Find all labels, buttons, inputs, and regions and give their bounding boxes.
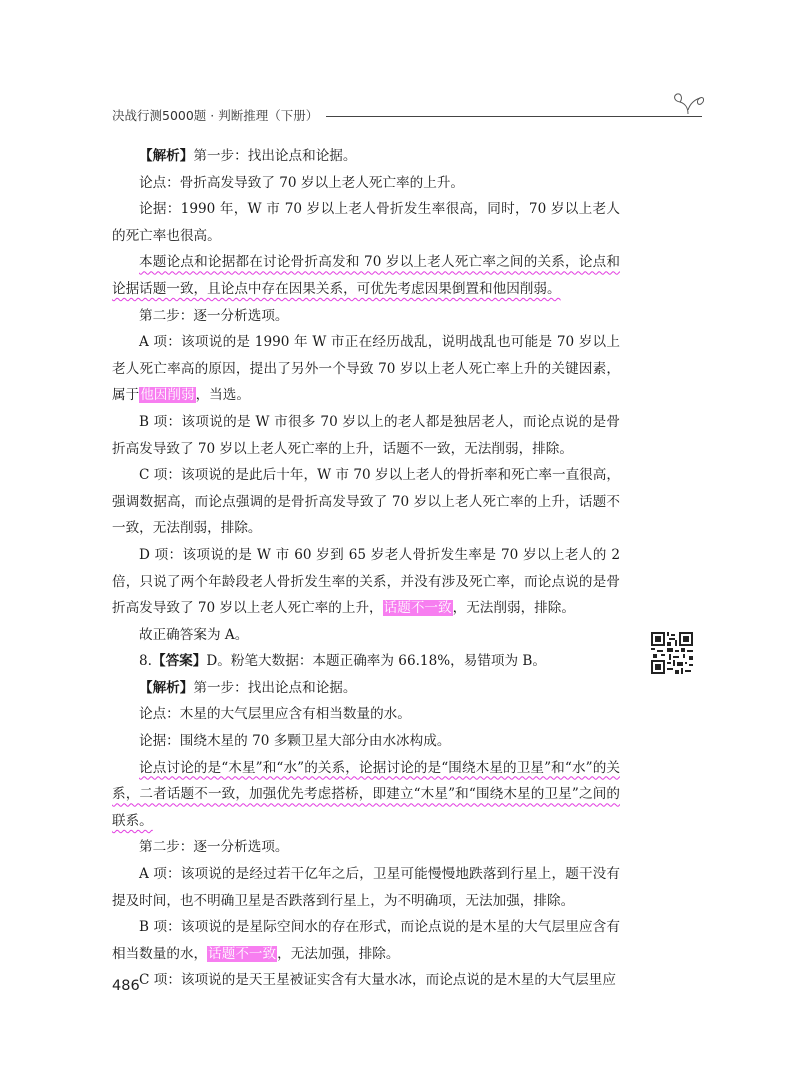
page-number: 486 bbox=[112, 978, 140, 994]
option-c-paragraph-1: C 项：该项说的是此后十年，W 市 70 岁以上老人的骨折率和死亡率一直很高，强调数据高，而论点强调的是骨折高发导致了 70 岁以上老人死亡率的上升，话题不一致，无法削弱，排除。 bbox=[112, 467, 620, 537]
highlight-mark: 话题不一致 bbox=[383, 600, 452, 617]
option-c-paragraph-8: C 项：该项说的是天王星被证实含有大量水冰，而论点说的是木星的大气层里应 bbox=[139, 972, 616, 989]
conclusion-paragraph-1: 故正确答案为 A。 bbox=[139, 626, 249, 643]
option-a-paragraph-1: A 项：该项说的是 1990 年 W 市正在经历战乱，说明战乱也可能是 70 岁以上老人死亡率高的原因，提出了另外一个导致 70 岁以上老人死亡率上升的关键因素，属于他因削弱，当选。 bbox=[112, 334, 620, 404]
claim-paragraph-8: 论点：木星的大气层里应含有相当数量的水。 bbox=[139, 706, 411, 723]
highlight-mark: 话题不一致 bbox=[208, 945, 277, 962]
evidence-paragraph-8: 论据：围绕木星的 70 多颗卫星大部分由水冰构成。 bbox=[139, 733, 451, 750]
running-header bbox=[112, 103, 702, 127]
answer-label: 【答案】 bbox=[151, 653, 207, 670]
header-title: 决战行测5000题 · 判断推理（下册） bbox=[112, 108, 319, 123]
sprout-leaf-icon bbox=[670, 92, 706, 116]
header-rule bbox=[326, 116, 702, 117]
summary-paragraph-8: 论点讨论的是“木星”和“水”的关系，论据讨论的是“围绕木星的卫星”和“水”的关系，二者话题不一致，加强优先考虑搭桥，即建立“木星”和“围绕木星的卫星”之间的联系。 bbox=[112, 759, 620, 829]
summary-paragraph-1: 本题论点和论据都在讨论骨折高发和 70 岁以上老人死亡率之间的关系，论点和论据话题一致，且论点中存在因果关系，可优先考虑因果倒置和他因削弱。 bbox=[112, 254, 620, 297]
option-a-paragraph-8: A 项：该项说的是经过若干亿年之后，卫星可能慢慢地跌落到行星上，题干没有提及时间，也不明确卫星是否跌落到行星上，为不明确项，无法加强，排除。 bbox=[112, 866, 620, 909]
step-two-paragraph-1: 第二步：逐一分析选项。 bbox=[139, 307, 289, 324]
qr-code-icon[interactable] bbox=[651, 632, 693, 674]
analysis-label: 【解析】 bbox=[139, 679, 194, 696]
evidence-paragraph-1: 论据：1990 年，W 市 70 岁以上老人骨折发生率很高，同时，70 岁以上老人的死亡率也很高。 bbox=[112, 201, 620, 244]
option-d-paragraph-1: D 项：该项说的是 W 市 60 岁到 65 岁老人骨折发生率是 70 岁以上老人的 2 倍，只说了两个年龄段老人骨折发生率的关系，并没有涉及死亡率，而论点说的是骨折高发导致了 70 岁以上老人死亡率的上升，话题不一致，无法削弱，排除。 bbox=[112, 546, 620, 617]
page-body bbox=[112, 143, 620, 994]
highlight-mark: 他因削弱 bbox=[140, 387, 195, 404]
claim-paragraph-1: 论点：骨折高发导致了 70 岁以上老人死亡率的上升。 bbox=[139, 174, 465, 191]
option-b-paragraph-8: B 项：该项说的是星际空间水的存在形式，而论点说的是木星的大气层里应含有相当数量的水，话题不一致，无法加强，排除。 bbox=[112, 919, 620, 962]
answer-paragraph-8: 8.【答案】D。粉笔大数据：本题正确率为 66.18%，易错项为 B。 bbox=[139, 653, 547, 670]
option-b-paragraph-1: B 项：该项说的是 W 市很多 70 岁以上的老人都是独居老人，而论点说的是骨折高发导致了 70 岁以上老人死亡率的上升，话题不一致，无法削弱，排除。 bbox=[112, 413, 620, 457]
analysis-label: 【解析】 bbox=[139, 148, 194, 164]
analysis-paragraph-1: 【解析】第一步：找出论点和论据。 bbox=[139, 148, 357, 164]
analysis-paragraph-8: 【解析】第一步：找出论点和论据。 bbox=[139, 679, 357, 696]
step-two-paragraph-8: 第二步：逐一分析选项。 bbox=[139, 839, 289, 856]
